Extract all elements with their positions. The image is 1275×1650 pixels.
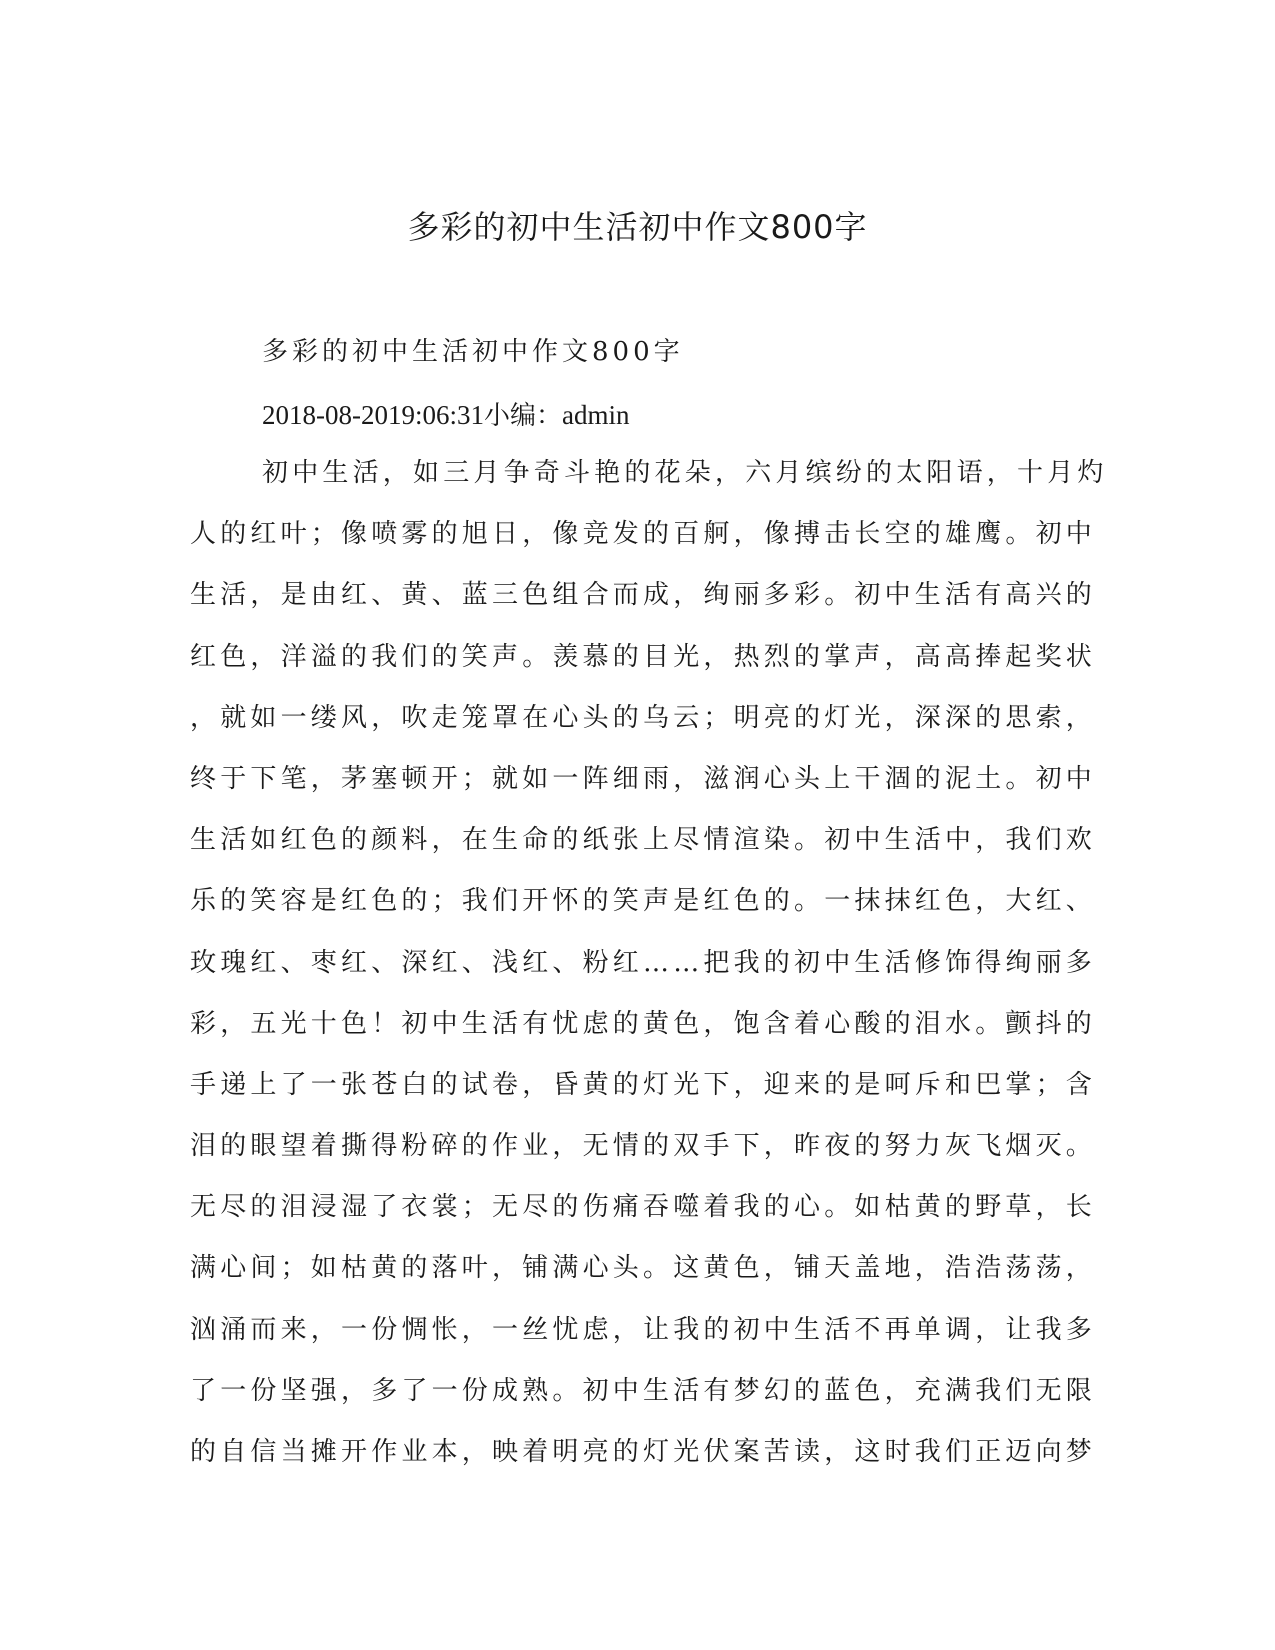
- body-line: 红色，洋溢的我们的笑声。羡慕的目光，热烈的掌声，高高捧起奖状: [190, 641, 1097, 672]
- article-subtitle: 多彩的初中生活初中作文800字: [262, 337, 684, 367]
- meta-editor-label: 小编：: [484, 401, 563, 431]
- body-line: 了一份坚强，多了一份成熟。初中生活有梦幻的蓝色，充满我们无限: [190, 1375, 1097, 1406]
- body-line: 生活，是由红、黄、蓝三色组合而成，绚丽多彩。初中生活有高兴的: [190, 580, 1097, 611]
- body-line: 初中生活，如三月争奇斗艳的花朵，六月缤纷的太阳语，十月灼: [262, 458, 1108, 488]
- body-line: 泪的眼望着撕得粉碎的作业，无情的双手下，昨夜的努力灰飞烟灭。: [190, 1131, 1097, 1162]
- body-line: 无尽的泪浸湿了衣裳；无尽的伤痛吞噬着我的心。如枯黄的野草，长: [190, 1192, 1097, 1223]
- article-body: [190, 455, 1108, 1495]
- body-line: 手递上了一张苍白的试卷，昏黄的灯光下，迎来的是呵斥和巴掌；含: [190, 1069, 1097, 1100]
- body-line: 满心间；如枯黄的落叶，铺满心头。这黄色，铺天盖地，浩浩荡荡，: [190, 1253, 1097, 1284]
- body-line: ，就如一缕风，吹走笼罩在心头的乌云；明亮的灯光，深深的思索，: [190, 702, 1097, 733]
- body-line: 玫瑰红、枣红、深红、浅红、粉红……把我的初中生活修饰得绚丽多: [190, 947, 1097, 978]
- document-title: 多彩的初中生活初中作文800字: [407, 208, 868, 246]
- body-line: 汹涌而来，一份惆怅，一丝忧虑，让我的初中生活不再单调，让我多: [190, 1314, 1097, 1345]
- body-line: 彩，五光十色！初中生活有忧虑的黄色，饱含着心酸的泪水。颤抖的: [190, 1008, 1097, 1039]
- body-line: 人的红叶；像喷雾的旭日，像竞发的百舸，像搏击长空的雄鹰。初中: [190, 519, 1097, 550]
- body-line: 乐的笑容是红色的；我们开怀的笑声是红色的。一抹抹红色，大红、: [190, 886, 1097, 917]
- meta-datetime: 2018-08-2019:06:31: [262, 400, 484, 430]
- body-line: 终于下笔，茅塞顿开；就如一阵细雨，滋润心头上干涸的泥土。初中: [190, 763, 1097, 794]
- article-meta: [262, 397, 630, 434]
- body-line: 的自信当摊开作业本，映着明亮的灯光伏案苦读，这时我们正迈向梦: [190, 1437, 1097, 1467]
- body-line: 生活如红色的颜料，在生命的纸张上尽情渲染。初中生活中，我们欢: [190, 825, 1097, 856]
- meta-editor: admin: [562, 400, 630, 430]
